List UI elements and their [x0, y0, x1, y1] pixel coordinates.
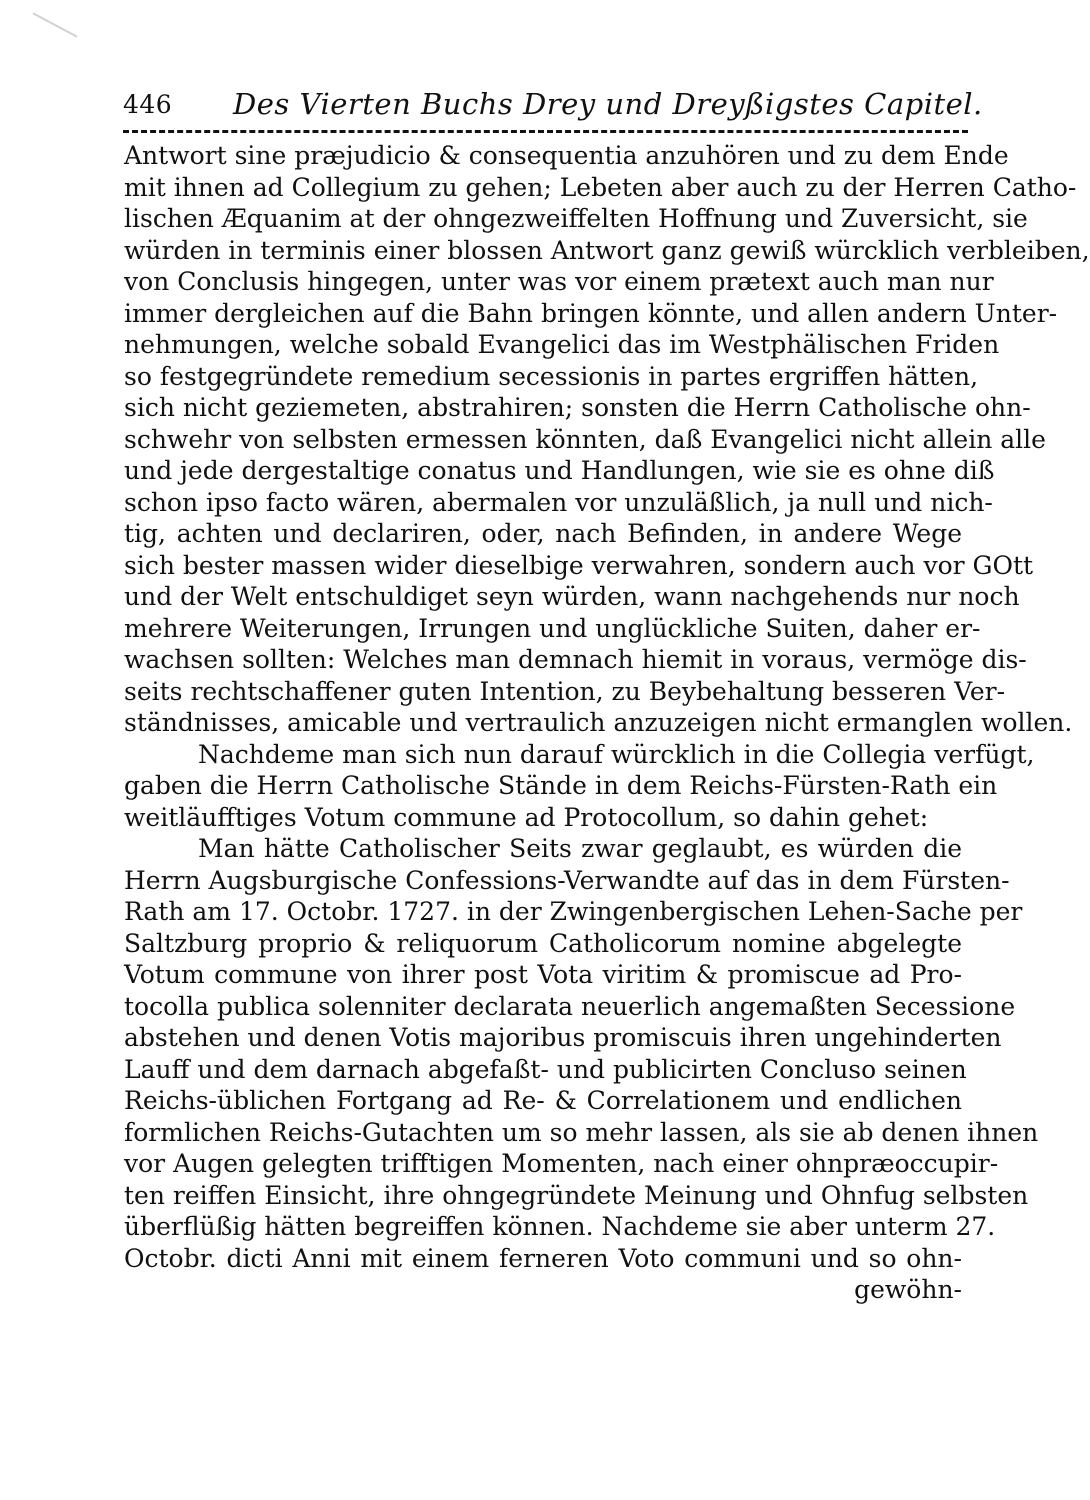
paragraph-first-line: Nachdeme man sich nun darauf würcklich in die Collegia verfügt, — [198, 739, 1035, 769]
text-line: Lauff und dem darnach abgefaßt- und publicirten Concluso seinen — [124, 1054, 967, 1084]
text-line: und der Welt entschuldiget seyn würden, wann nachgehends nur noch — [124, 582, 1020, 611]
text-line: Reichs-üblichen Fortgang ad Re- & Correlationem und endlichen — [124, 1086, 962, 1115]
text-line: Rath am 17. Octobr. 1727. in der Zwingenbergischen Lehen-Sache per — [124, 897, 1023, 926]
text-line: ten reiffen Einsicht, ihre ohngegründete Meinung und Ohnfug selbsten — [124, 1180, 1029, 1210]
corner-smudge — [32, 0, 84, 38]
body-text — [124, 140, 1090, 1306]
text-line: sich bester massen wider dieselbige verwahren, sondern auch vor GOtt — [124, 550, 1034, 580]
text-line: und jede dergestaltige conatus und Handlungen, wie sie es ohne diß — [124, 456, 995, 485]
text-line: abstehen und denen Votis majoribus promiscuis ihren ungehinderten — [124, 1023, 1002, 1052]
text-line: gaben die Herrn Catholische Stände in dem Reichs-Fürsten-Rath ein — [124, 771, 998, 800]
page-number: 446 — [123, 90, 173, 119]
catchword: gewöhn- — [854, 1275, 962, 1304]
text-line: Octobr. dicti Anni mit einem ferneren Voto communi und so ohn- — [124, 1243, 962, 1273]
text-line: Antwort sine præjudicio & consequentia anzuhören und zu dem Ende — [124, 141, 1009, 170]
text-line: Saltzburg proprio & reliquorum Catholicorum nomine abgelegte — [124, 928, 962, 958]
text-line: schon ipso facto wären, abermalen vor unzuläßlich, ja null und nich- — [124, 487, 993, 517]
text-line: ständnisses, amicable und vertraulich anzuzeigen nicht ermanglen wollen. — [124, 708, 1073, 737]
text-line: Herrn Augsburgische Confessions-Verwandte auf das in dem Fürsten- — [124, 865, 1010, 895]
header-rule — [123, 130, 968, 133]
paragraph-first-line: Man hätte Catholischer Seits zwar geglaubt, es würden die — [198, 834, 962, 863]
text-line: vor Augen gelegten trifftigen Momenten, nach einer ohnpræoccupir- — [124, 1149, 999, 1178]
text-line: formlichen Reichs-Gutachten um so mehr lassen, als sie ab denen ihnen — [124, 1117, 1039, 1147]
text-line: sich nicht geziemeten, abstrahiren; sonsten die Herrn Catholische ohn- — [124, 393, 1031, 422]
text-line: wachsen sollten: Welches man demnach hiemit in voraus, vermöge dis- — [124, 645, 1027, 674]
text-line: immer dergleichen auf die Bahn bringen könnte, und allen andern Unter- — [124, 298, 1058, 328]
running-head — [123, 82, 983, 126]
text-line: von Conclusis hingegen, unter was vor einem prætext auch man nur — [124, 267, 994, 296]
text-line: Votum commune von ihrer post Vota viritim & promiscue ad Pro- — [124, 960, 962, 989]
text-line: würden in terminis einer blossen Antwort ganz gewiß würcklich verbleiben, — [124, 235, 1090, 265]
text-line: mit ihnen ad Collegium zu gehen; Lebeten aber auch zu der Herren Catho- — [124, 172, 1077, 202]
text-line: überflüßig hätten begreiffen können. Nachdeme sie aber unterm 27. — [124, 1212, 996, 1241]
text-line: schwehr von selbsten ermessen könnten, daß Evangelici nicht allein alle — [124, 424, 1046, 454]
text-line: so festgegründete remedium secessionis in partes ergriffen hätten, — [124, 361, 979, 391]
text-line: weitläufftiges Votum commune ad Protocollum, so dahin gehet: — [124, 802, 929, 832]
text-line: nehmungen, welche sobald Evangelici das im Westphälischen Friden — [124, 330, 1000, 359]
text-line: tig, achten und declariren, oder, nach Befinden, in andere Wege — [124, 519, 962, 548]
text-line: lischen Æquanim at der ohngezweiffelten Hoffnung und Zuversicht, sie — [124, 204, 1028, 233]
text-line: seits rechtschaffener guten Intention, zu Beybehaltung besseren Ver- — [124, 676, 1006, 706]
text-line: tocolla publica solenniter declarata neuerlich angemaßten Secessione — [124, 991, 1016, 1021]
running-title: Des Vierten Buchs Drey und Dreyßigstes Capitel. — [233, 87, 983, 121]
text-line: mehrere Weiterungen, Irrungen und unglückliche Suiten, daher er- — [124, 613, 981, 643]
